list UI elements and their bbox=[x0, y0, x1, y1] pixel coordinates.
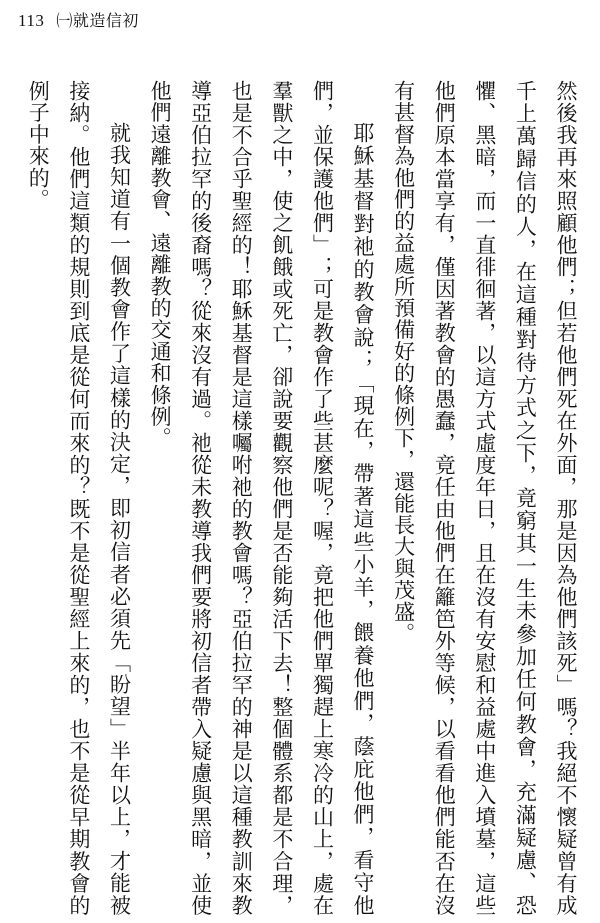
page-number: 113 bbox=[18, 11, 45, 30]
paragraph-1: 然後我再來照顧他們；但若他們死在外面，那是因為他們該死」嗎？我絕不懷疑曾有成千上萬歸信的人，在這種對待方式之下，竟窮其一生未參加任何教會，充滿疑慮、恐懼、黑暗，而一直徘徊著，以這方式虛度年日，且在沒有安慰和益處中進入墳墓，這些他們原本當享有，僅因著教會的愚蠢，竟任由他們在籬笆外等候，以看看他們能否在沒有甚督為他們的益處所預備好的條例下，還能長大與茂盛。 bbox=[391, 80, 578, 916]
paragraph-2: 耶穌基督對祂的教會說；「現在，帶著這些小羊，餵養他們，蔭庇他們，看守他們，並保護他們」；可是教會作了些甚麼呢？喔，竟把他們單獨趕上寒冷的山上，處在羣獸之中，使之飢餓或死亡，卻說要觀察他們是否能夠活下去！整個體系都是不合理，也是不合乎聖經的！耶穌基督是這樣囑咐祂的教會嗎？亞伯拉罕的神是以這種教訓來教導亞伯拉罕的後裔嗎？從來沒有過。祂從未教導我們要將初信者帶入疑慮與黑暗，並使他們遠離教會、遠離教的交通和條例。 bbox=[148, 80, 376, 916]
vertical-text-body bbox=[0, 80, 586, 916]
section-heading bbox=[0, 80, 18, 916]
running-title: ㈠就造信初 bbox=[56, 11, 139, 30]
paragraph-3: 就我知道有一個教會作了這樣的決定，即初信者必須先「盼望」半年以上，才能被接納。他們這類的規則到底是從何而來的？既不是從聖經上來的，也不是從早期教會的例子中來的。 bbox=[26, 80, 132, 916]
page-header bbox=[18, 8, 139, 31]
